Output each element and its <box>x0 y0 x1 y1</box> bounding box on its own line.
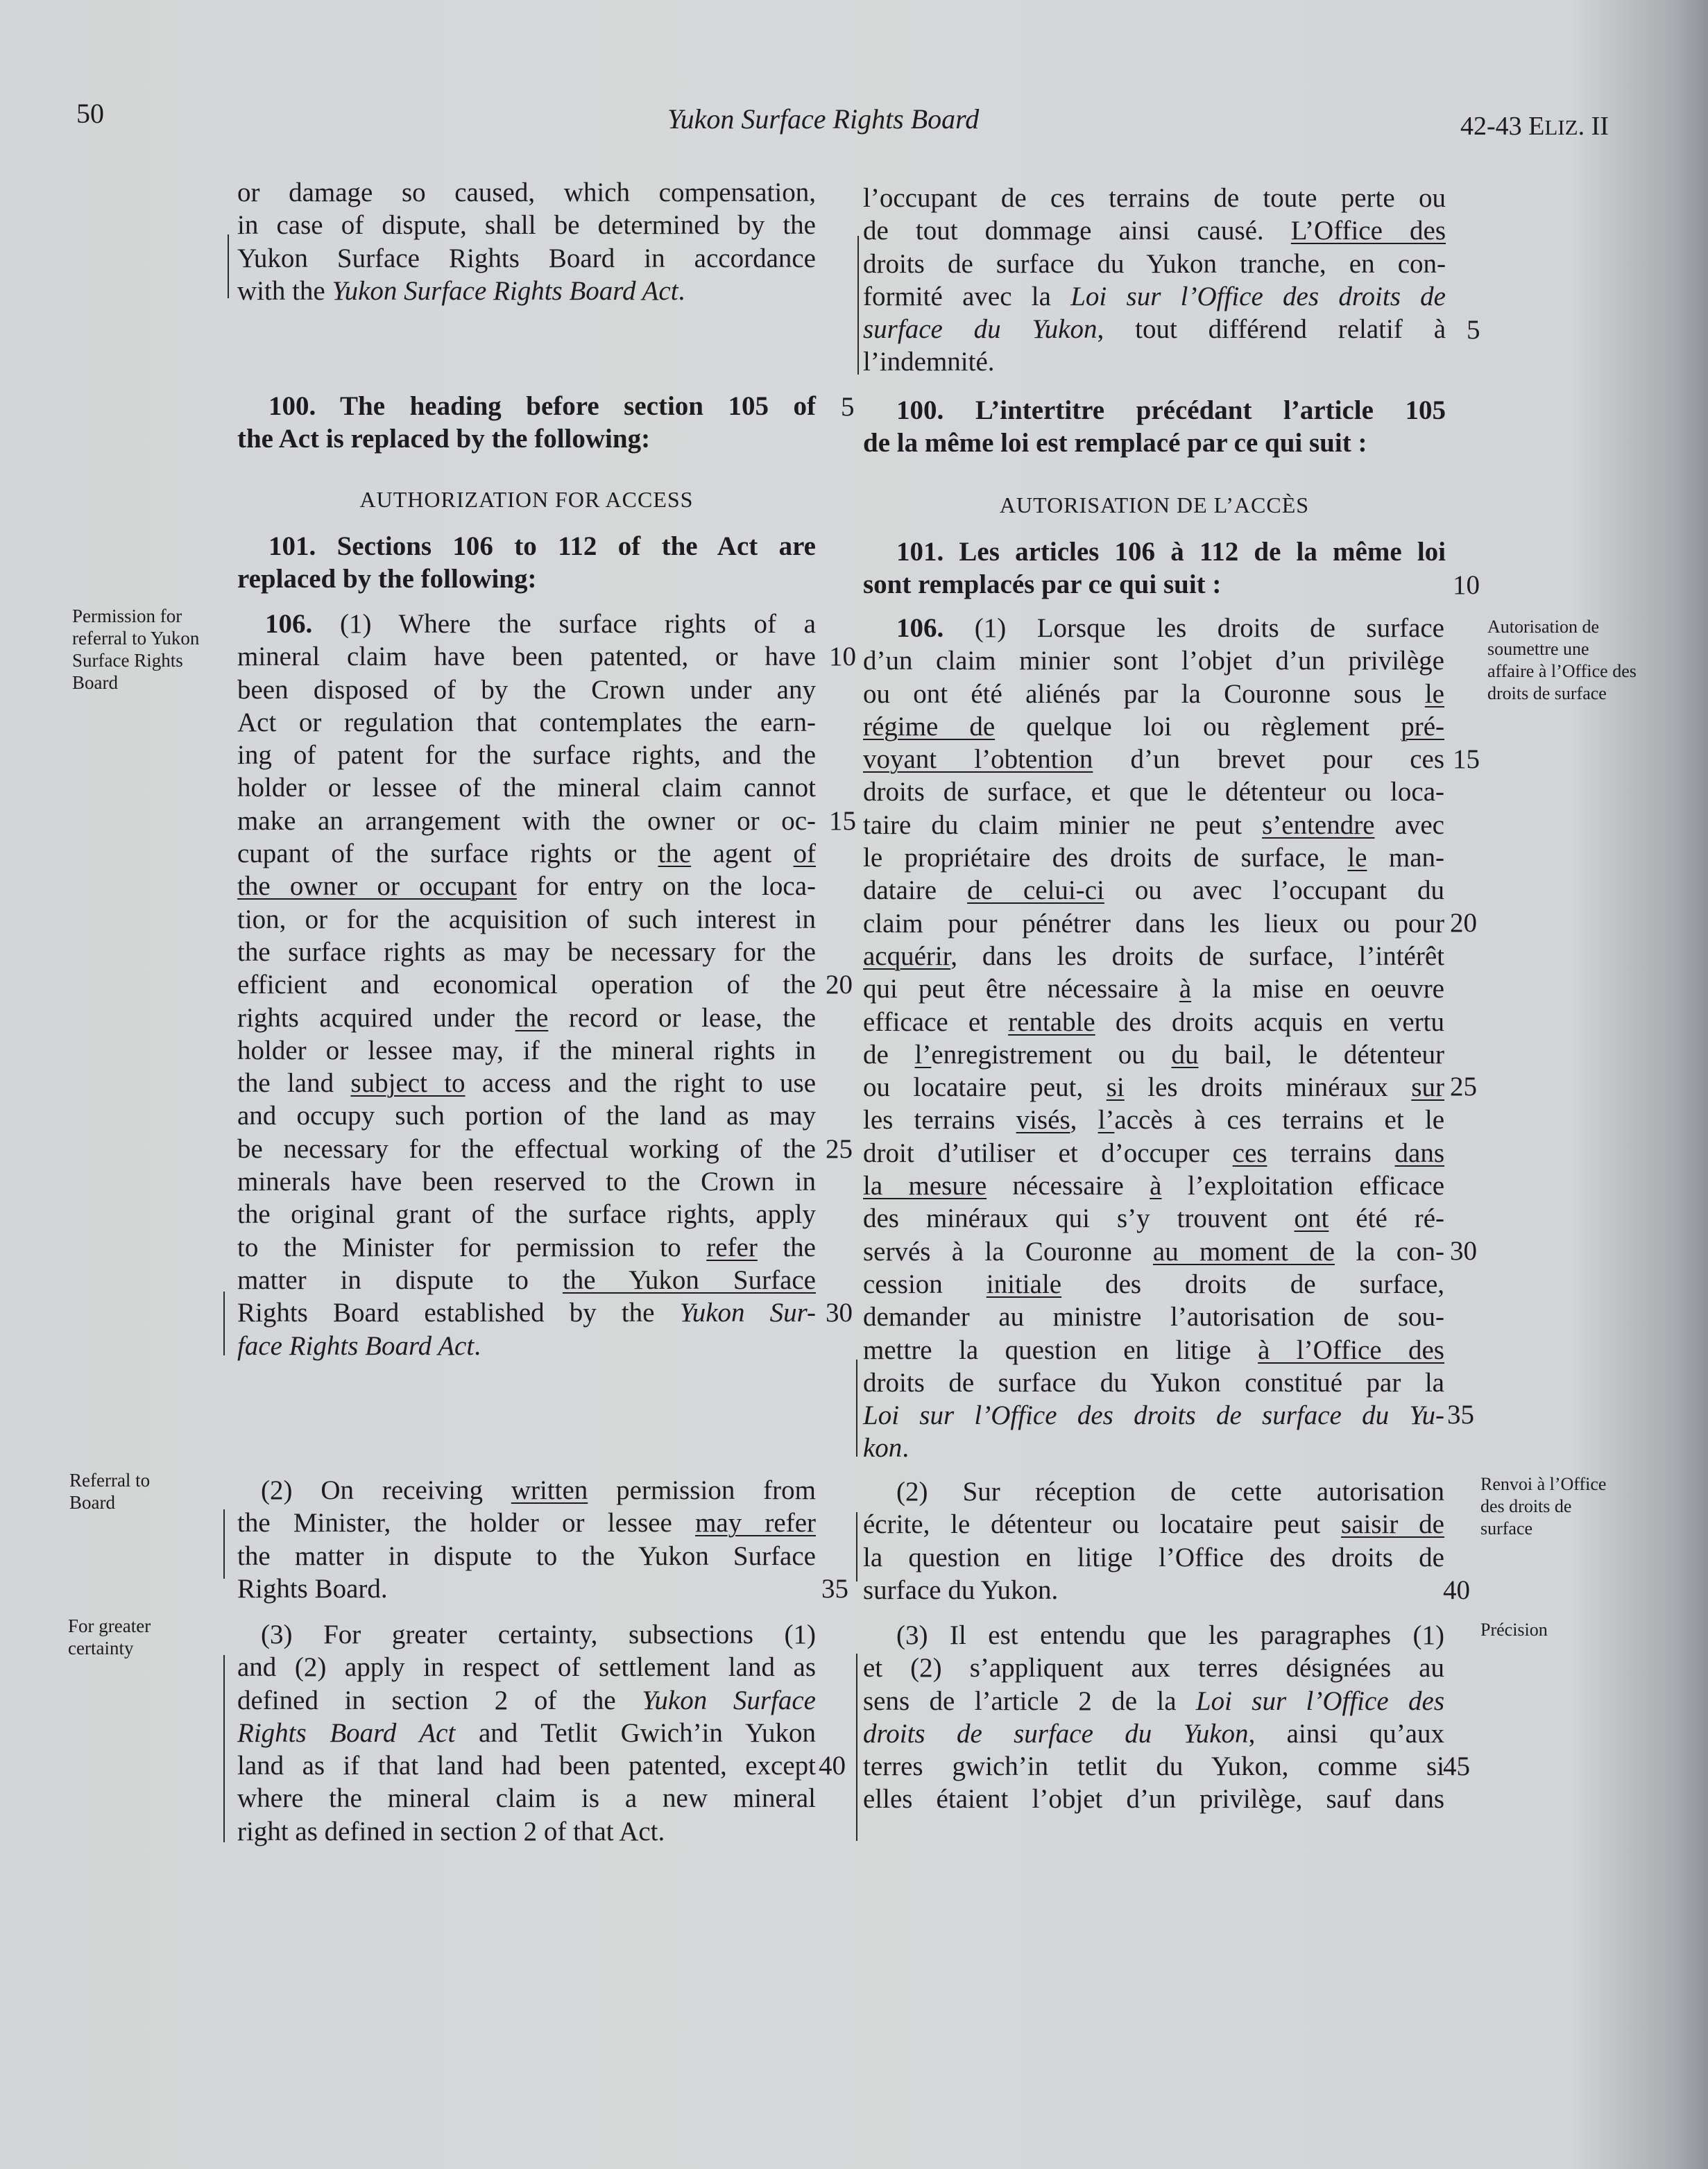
text-line: elles étaient l’objet d’un privilège, sauf dans <box>863 1784 1444 1815</box>
text-line: Rights Board. <box>237 1573 388 1604</box>
line-number: 5 <box>841 392 855 422</box>
line-number: 40 <box>1443 1575 1470 1605</box>
text-line: 100. L’intertitre précédant l’article 105 <box>896 395 1446 425</box>
english-subsection-106-2 <box>237 1474 816 1605</box>
text-line: les terrains visés, l’accès à ces terrains et le <box>863 1105 1445 1135</box>
text-line: where the mineral claim is a new mineral <box>237 1783 816 1814</box>
text-line: droit d’utiliser et d’occuper ces terrains dans <box>863 1138 1445 1168</box>
text-line: droits de surface du Yukon, ainsi qu’aux <box>863 1718 1444 1749</box>
text-line: la question en litige l’Office des droits de <box>863 1542 1444 1572</box>
text-line: land as if that land had been patented, except <box>237 1751 816 1781</box>
line-number: 25 <box>1450 1072 1477 1101</box>
text-line: formité avec la Loi sur l’Office des droits de <box>863 281 1446 311</box>
french-section-100 <box>863 394 1446 460</box>
text-line: droits de surface, et que le détenteur ou loca- <box>863 777 1444 807</box>
text-line: sens de l’article 2 de la Loi sur l’Office des <box>863 1686 1444 1716</box>
text-line: Yukon Surface Rights Board in accordance <box>237 243 816 273</box>
english-heading: AUTHORIZATION FOR ACCESS <box>359 487 694 512</box>
regnal-year: 42-43 ELIZ. II <box>1460 112 1609 141</box>
change-bar <box>856 1360 857 1457</box>
line-number: 45 <box>1443 1751 1470 1781</box>
text-line: (3) For greater certainty, subsections (1) <box>261 1620 816 1649</box>
text-line: (2) On receiving written permission from <box>261 1475 816 1505</box>
text-line: the owner or occupant for entry on the loca- <box>237 871 816 902</box>
text-line: Rights Board established by the Yukon Sur- <box>237 1298 816 1328</box>
text-line: Act or regulation that contemplates the earn- <box>237 707 816 737</box>
text-line: de l’enregistrement ou du bail, le détenteur <box>863 1039 1445 1070</box>
french-subsection-106-2 <box>863 1475 1444 1606</box>
line-number: 30 <box>1450 1236 1477 1266</box>
text-line: mineral claim have been patented, or have <box>237 642 816 672</box>
text-line: the Minister, the holder or lessee may refer <box>237 1508 816 1538</box>
text-line: terres gwich’in tetlit du Yukon, comme si <box>863 1751 1444 1782</box>
english-subsection-106-3 <box>237 1618 816 1848</box>
page-number: 50 <box>76 98 104 129</box>
text-line: le propriétaire des droits de surface, le man- <box>863 843 1444 873</box>
line-number: 40 <box>819 1751 846 1781</box>
text-line: 106. (1) Where the surface rights of a <box>265 609 816 639</box>
text-line: de tout dommage ainsi causé. L’Office des <box>863 216 1446 246</box>
margin-note-en-referral: Referral to Board <box>69 1470 151 1513</box>
text-line: (3) Il est entendu que les paragraphes (1) <box>896 1620 1444 1650</box>
text-line: l’indemnité. <box>863 347 995 377</box>
text-line: the surface rights as may be necessary for the <box>237 936 816 967</box>
text-line: dataire de celui-ci ou avec l’occupant du <box>863 875 1445 906</box>
line-number: 5 <box>1467 315 1480 345</box>
line-number: 15 <box>1453 744 1480 774</box>
english-intro <box>237 176 816 307</box>
change-bar <box>856 1654 857 1841</box>
text-line: mettre la question en litige à l’Office des <box>863 1335 1444 1365</box>
line-number: 15 <box>829 806 856 836</box>
english-section-101 <box>237 530 816 596</box>
change-bar <box>223 1655 225 1842</box>
line-number: 30 <box>826 1298 853 1328</box>
text-line: be necessary for the effectual working of the <box>237 1133 816 1164</box>
english-section-100 <box>237 390 816 456</box>
text-line: rights acquired under the record or lease, the <box>237 1002 817 1033</box>
text-line: surface du Yukon. <box>863 1575 1059 1605</box>
text-line: acquérir, dans les droits de surface, l’intérêt <box>863 941 1444 971</box>
text-line: the Act is replaced by the following: <box>237 424 651 454</box>
text-line: d’un claim minier sont l’objet d’un privilège <box>863 646 1444 676</box>
text-line: écrite, le détenteur ou locataire peut saisir de <box>863 1509 1444 1540</box>
text-line: ou ont été aliénés par la Couronne sous le <box>863 678 1444 709</box>
text-line: Loi sur l’Office des droits de surface du Yu- <box>863 1400 1444 1431</box>
text-line: 101. Sections 106 to 112 of the Act are <box>268 531 816 561</box>
text-line: efficace et rentable des droits acquis en vertu <box>863 1006 1444 1037</box>
change-bar <box>223 1292 225 1355</box>
text-line: ing of patent for the surface rights, and the <box>237 740 816 771</box>
line-number: 10 <box>1453 570 1480 600</box>
text-line: and (2) apply in respect of settlement land as <box>237 1652 816 1683</box>
margin-note-fr-autorisation: Autorisation de soumettre une affaire à l’Office des droits de surface <box>1487 617 1637 703</box>
text-line: la mesure nécessaire à l’exploitation efficace <box>863 1171 1445 1201</box>
text-line: replaced by the following: <box>237 564 537 594</box>
text-line: right as defined in section 2 of that Act. <box>237 1816 665 1846</box>
text-line: the matter in dispute to the Yukon Surface <box>237 1541 816 1571</box>
line-number: 10 <box>829 642 856 671</box>
text-line: been disposed of by the Crown under any <box>237 674 816 705</box>
text-line: or damage so caused, which compensation, <box>237 178 816 207</box>
text-line: 106. (1) Lorsque les droits de surface <box>896 613 1444 643</box>
text-line: the land subject to access and the right to use <box>237 1068 816 1099</box>
text-line: de la même loi est remplacé par ce qui suit : <box>863 428 1367 458</box>
margin-note-fr-precision: Précision <box>1480 1620 1548 1640</box>
change-bar <box>856 1512 857 1581</box>
text-line: cession initiale des droits de surface, <box>863 1269 1444 1299</box>
text-line: the original grant of the surface rights, apply <box>237 1199 816 1230</box>
french-heading: AUTORISATION DE L’ACCÈS <box>999 492 1310 517</box>
line-number: 35 <box>1447 1400 1474 1430</box>
text-line: 100. The heading before section 105 of <box>268 391 816 421</box>
line-number: 25 <box>826 1134 853 1164</box>
text-line: and occupy such portion of the land as may <box>237 1101 816 1131</box>
french-section-101 <box>863 535 1446 601</box>
margin-note-en-certainty: For greater certainty <box>68 1615 151 1658</box>
english-column <box>237 176 816 307</box>
text-line: ou locataire peut, si les droits minéraux sur <box>863 1072 1444 1103</box>
text-line: claim pour pénétrer dans les lieux ou pour <box>863 908 1444 938</box>
change-bar <box>857 236 859 375</box>
french-subsection-106-3 <box>863 1619 1444 1816</box>
text-line: to the Minister for permission to refer the <box>237 1232 816 1262</box>
text-line: make an arrangement with the owner or oc- <box>237 805 816 836</box>
text-line: régime de quelque loi ou règlement pré- <box>863 711 1444 741</box>
text-line: efficient and economical operation of the <box>237 970 816 1000</box>
text-line: with the Yukon Surface Rights Board Act. <box>237 275 685 306</box>
line-number: 20 <box>826 970 853 1000</box>
text-line: minerals have been reserved to the Crown in <box>237 1167 816 1197</box>
french-subsection-106-1 <box>863 612 1444 1465</box>
margin-note-fr-renvoi: Renvoi à l’Office des droits de surface <box>1480 1474 1607 1538</box>
english-subsection-106-1 <box>237 608 816 1362</box>
text-line: des minéraux qui s’y trouvent ont été ré- <box>863 1203 1444 1234</box>
text-line: taire du claim minier ne peut s’entendre avec <box>863 809 1444 840</box>
text-line: voyant l’obtention d’un brevet pour ces <box>863 744 1444 775</box>
text-line: kon. <box>863 1433 909 1464</box>
change-bar <box>228 234 229 298</box>
text-line: defined in section 2 of the Yukon Surface <box>237 1685 816 1715</box>
text-line: demander au ministre l’autorisation de sou- <box>863 1302 1444 1332</box>
text-line: servés à la Couronne au moment de la con- <box>863 1236 1444 1267</box>
french-column <box>863 182 1446 379</box>
text-line: l’occupant de ces terrains de toute perte ou <box>863 183 1446 213</box>
text-line: (2) Sur réception de cette autorisation <box>896 1477 1444 1507</box>
text-line: in case of dispute, shall be determined by the <box>237 210 816 241</box>
text-line: surface du Yukon, tout différend relatif à <box>863 314 1446 345</box>
text-line: holder or lessee may, if the mineral rights in <box>237 1035 816 1065</box>
text-line: droits de surface du Yukon tranche, en con- <box>863 248 1446 279</box>
running-title: Yukon Surface Rights Board <box>667 103 980 135</box>
change-bar <box>223 1509 225 1579</box>
text-line: face Rights Board Act. <box>237 1330 481 1361</box>
line-number: 35 <box>821 1574 848 1604</box>
text-line: 101. Les articles 106 à 112 de la même loi <box>896 537 1446 567</box>
text-line: droits de surface du Yukon constitué par la <box>863 1367 1444 1398</box>
text-line: qui peut être nécessaire à la mise en oeuvre <box>863 974 1444 1004</box>
text-line: Rights Board Act and Tetlit Gwich’in Yukon <box>237 1717 816 1748</box>
text-line: holder or lessee of the mineral claim cannot <box>237 773 816 803</box>
line-number: 20 <box>1450 908 1477 938</box>
text-line: cupant of the surface rights or the agent of <box>237 839 816 869</box>
text-line: et (2) s’appliquent aux terres désignées au <box>863 1653 1444 1683</box>
text-line: tion, or for the acquisition of such interest in <box>237 904 816 934</box>
text-line: matter in dispute to the Yukon Surface <box>237 1264 816 1295</box>
margin-note-en-permission: Permission for referral to Yukon Surface Rights Board <box>72 606 200 693</box>
text-line: sont remplacés par ce qui suit : <box>863 569 1222 600</box>
